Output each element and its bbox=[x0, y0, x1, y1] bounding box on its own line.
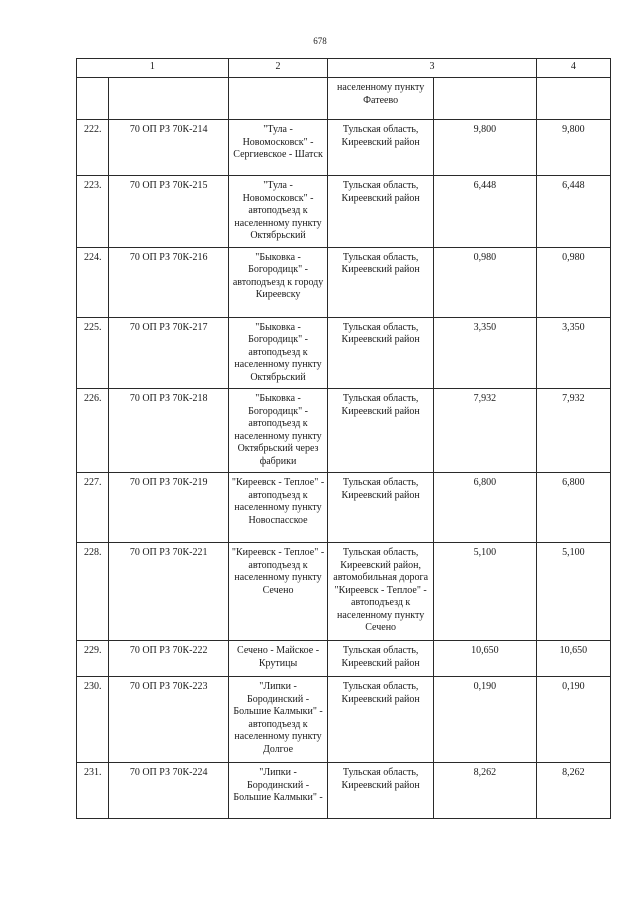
location-cell: Тульская область, Киреевский район bbox=[328, 317, 434, 389]
row-number-cell: 226. bbox=[77, 389, 109, 473]
row-number-cell: 231. bbox=[77, 763, 109, 819]
roads-table-body bbox=[77, 59, 611, 819]
header-col-1: 1 bbox=[77, 59, 229, 78]
road-name-cell: "Тула - Новомосковск" - Сергиевское - Шатск bbox=[228, 120, 327, 176]
road-name-cell: Сечено - Майское - Крутицы bbox=[228, 641, 327, 677]
table-row bbox=[77, 677, 611, 763]
length2-cell: 0,980 bbox=[536, 247, 610, 317]
road-name-cell: "Киреевск - Теплое" - автоподъезд к населенному пункту Новоспасское bbox=[228, 473, 327, 543]
row-number-cell: 229. bbox=[77, 641, 109, 677]
row-number-cell: 223. bbox=[77, 176, 109, 248]
road-name-cell: "Быковка - Богородицк" - автоподъезд к городу Киреевску bbox=[228, 247, 327, 317]
length-cell: 7,932 bbox=[434, 389, 537, 473]
location-cell: Тульская область, Киреевский район bbox=[328, 763, 434, 819]
location-cell: Тульская область, Киреевский район bbox=[328, 176, 434, 248]
length-cell: 5,100 bbox=[434, 543, 537, 641]
road-name-cell: "Быковка - Богородицк" - автоподъезд к населенному пункту Октябрьский через фабрики bbox=[228, 389, 327, 473]
row-number-cell: 227. bbox=[77, 473, 109, 543]
table-row bbox=[77, 641, 611, 677]
length-cell: 3,350 bbox=[434, 317, 537, 389]
table-row bbox=[77, 763, 611, 819]
location-cell: Тульская область, Киреевский район bbox=[328, 389, 434, 473]
road-id-cell: 70 ОП РЗ 70К-221 bbox=[109, 543, 228, 641]
table-header-row bbox=[77, 59, 611, 78]
row-number-cell: 230. bbox=[77, 677, 109, 763]
length2-cell: 10,650 bbox=[536, 641, 610, 677]
row-number-cell: 225. bbox=[77, 317, 109, 389]
row-number-cell bbox=[77, 78, 109, 120]
table-row bbox=[77, 317, 611, 389]
road-name-cell bbox=[228, 78, 327, 120]
road-name-cell: "Быковка - Богородицк" - автоподъезд к населенному пункту Октябрьский bbox=[228, 317, 327, 389]
road-name-cell: "Тула - Новомосковск" - автоподъезд к населенному пункту Октябрьский bbox=[228, 176, 327, 248]
location-cell: населенному пункту Фатеево bbox=[328, 78, 434, 120]
length2-cell: 8,262 bbox=[536, 763, 610, 819]
road-id-cell: 70 ОП РЗ 70К-216 bbox=[109, 247, 228, 317]
table-row bbox=[77, 176, 611, 248]
length2-cell bbox=[536, 78, 610, 120]
road-id-cell bbox=[109, 78, 228, 120]
location-cell: Тульская область, Киреевский район bbox=[328, 677, 434, 763]
road-id-cell: 70 ОП РЗ 70К-219 bbox=[109, 473, 228, 543]
location-cell: Тульская область, Киреевский район bbox=[328, 120, 434, 176]
length-cell: 6,800 bbox=[434, 473, 537, 543]
road-id-cell: 70 ОП РЗ 70К-218 bbox=[109, 389, 228, 473]
length2-cell: 7,932 bbox=[536, 389, 610, 473]
table-row bbox=[77, 120, 611, 176]
page-number: 678 bbox=[313, 36, 327, 46]
location-cell: Тульская область, Киреевский район, автомобильная дорога "Киреевск - Теплое" - автоподъезд к населенному пункту Сечено bbox=[328, 543, 434, 641]
road-name-cell: "Липки - Бородинский - Большие Калмыки" - автоподъезд к населенному пункту Долгое bbox=[228, 677, 327, 763]
road-name-cell: "Киреевск - Теплое" - автоподъезд к населенному пункту Сечено bbox=[228, 543, 327, 641]
road-id-cell: 70 ОП РЗ 70К-214 bbox=[109, 120, 228, 176]
row-number-cell: 228. bbox=[77, 543, 109, 641]
table-row bbox=[77, 247, 611, 317]
table-row bbox=[77, 78, 611, 120]
length2-cell: 6,800 bbox=[536, 473, 610, 543]
header-col-4: 4 bbox=[536, 59, 610, 78]
road-id-cell: 70 ОП РЗ 70К-223 bbox=[109, 677, 228, 763]
road-id-cell: 70 ОП РЗ 70К-222 bbox=[109, 641, 228, 677]
location-cell: Тульская область, Киреевский район bbox=[328, 641, 434, 677]
road-id-cell: 70 ОП РЗ 70К-217 bbox=[109, 317, 228, 389]
table-row bbox=[77, 473, 611, 543]
header-col-3: 3 bbox=[328, 59, 536, 78]
row-number-cell: 224. bbox=[77, 247, 109, 317]
road-id-cell: 70 ОП РЗ 70К-224 bbox=[109, 763, 228, 819]
length-cell: 0,190 bbox=[434, 677, 537, 763]
length2-cell: 5,100 bbox=[536, 543, 610, 641]
length2-cell: 9,800 bbox=[536, 120, 610, 176]
header-col-2: 2 bbox=[228, 59, 327, 78]
road-id-cell: 70 ОП РЗ 70К-215 bbox=[109, 176, 228, 248]
length-cell: 8,262 bbox=[434, 763, 537, 819]
length-cell: 10,650 bbox=[434, 641, 537, 677]
location-cell: Тульская область, Киреевский район bbox=[328, 473, 434, 543]
length-cell bbox=[434, 78, 537, 120]
row-number-cell: 222. bbox=[77, 120, 109, 176]
length-cell: 6,448 bbox=[434, 176, 537, 248]
length-cell: 0,980 bbox=[434, 247, 537, 317]
location-cell: Тульская область, Киреевский район bbox=[328, 247, 434, 317]
length2-cell: 0,190 bbox=[536, 677, 610, 763]
table-row bbox=[77, 389, 611, 473]
length-cell: 9,800 bbox=[434, 120, 537, 176]
table-row bbox=[77, 543, 611, 641]
length2-cell: 6,448 bbox=[536, 176, 610, 248]
length2-cell: 3,350 bbox=[536, 317, 610, 389]
roads-table bbox=[76, 58, 611, 819]
road-name-cell: "Липки - Бородинский - Большие Калмыки" - bbox=[228, 763, 327, 819]
